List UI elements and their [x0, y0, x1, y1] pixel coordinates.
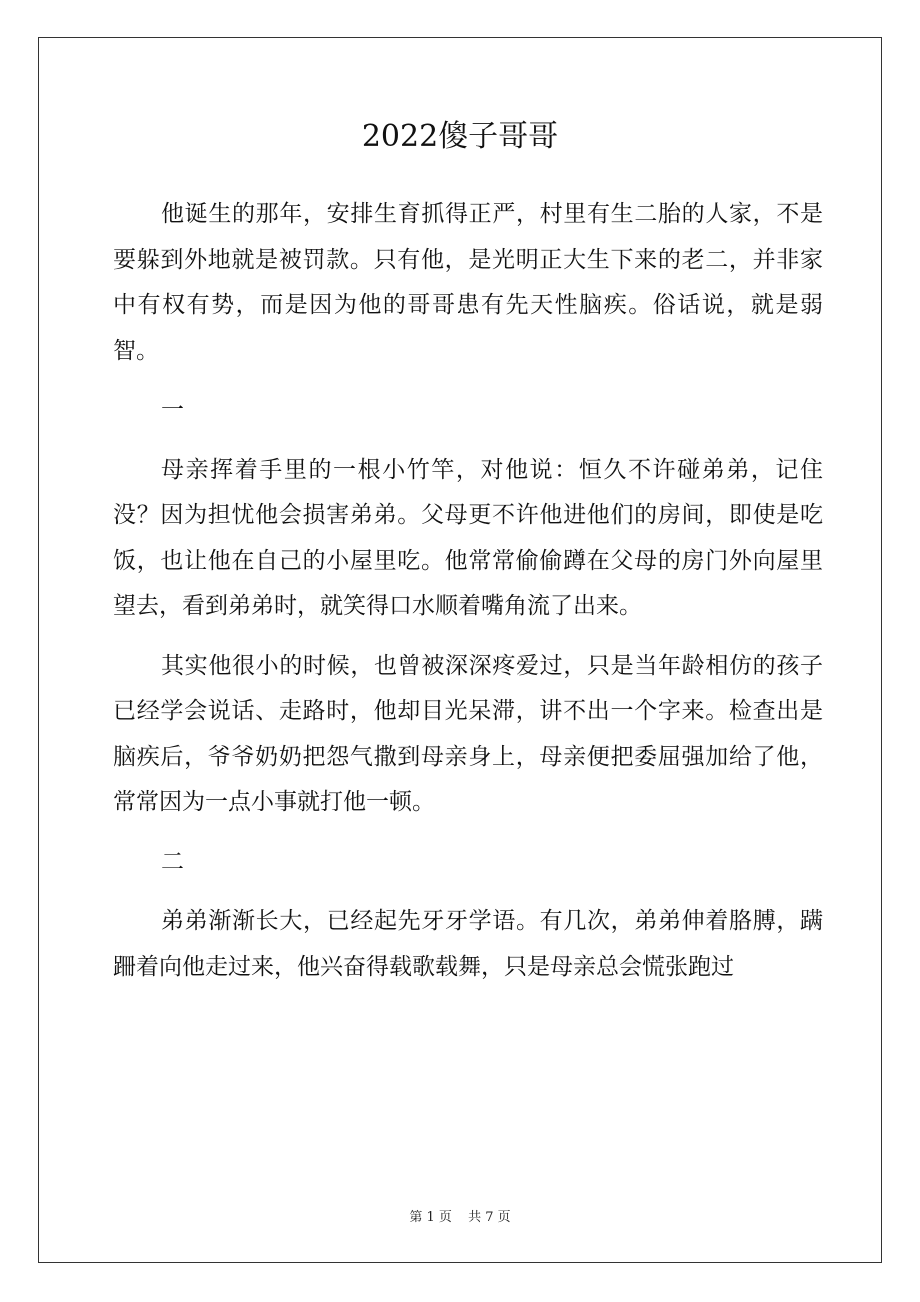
paragraph: 他诞生的那年，安排生育抓得正严，村里有生二胎的人家，不是要躲到外地就是被罚款。只有他，是光明正大生下来的老二，并非家中有权有势，而是因为他的哥哥患有先天性脑疾。俗话说，就是弱智。: [113, 201, 823, 364]
document-title: 2022傻子哥哥: [361, 119, 559, 154]
paragraph: 其实他很小的时候，也曾被深深疼爱过，只是当年龄相仿的孩子已经学会说话、走路时，他却目光呆滞，讲不出一个字来。检查出是脑疾后，爷爷奶奶把怨气撒到母亲身上，母亲便把委屈强加给了他，常常因为一点小事就打他一顿。: [113, 652, 823, 815]
total-pages-indicator: 共 7 页: [468, 1210, 511, 1225]
section-heading: 一: [161, 397, 184, 423]
current-page-indicator: 第 1 页: [409, 1210, 452, 1225]
section-heading: 二: [161, 848, 184, 875]
paragraph: 母亲挥着手里的一根小竹竿，对他说：恒久不许碰弟弟，记住没？因为担忧他会损害弟弟。父母更不许他进他们的房间，即使是吃饭，也让他在自己的小屋里吃。他常常偷偷蹲在父母的房门外向屋里望去，看到弟弟时，就笑得口水顺着嘴角流了出来。: [113, 456, 823, 619]
paragraph: 弟弟渐渐长大，已经起先牙牙学语。有几次，弟弟伸着胳膊，蹒跚着向他走过来，他兴奋得载歌载舞，只是母亲总会慌张跑过: [113, 908, 823, 980]
page-footer: [0, 1206, 920, 1225]
document-body: [113, 192, 823, 1004]
